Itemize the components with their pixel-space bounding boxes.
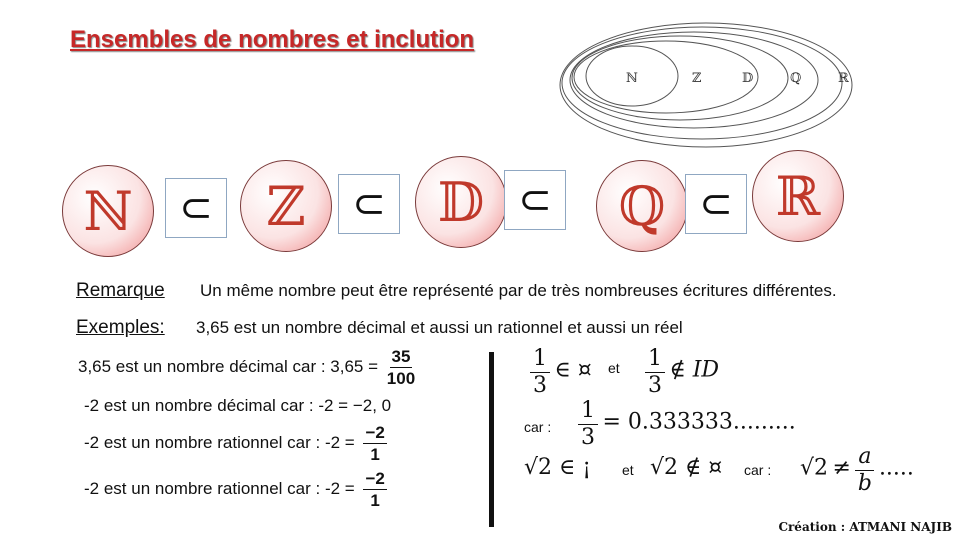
- venn-label-z: ℤ: [692, 71, 702, 86]
- subset-symbol: ⊂: [179, 185, 213, 231]
- set-r-symbol: ℝ: [775, 164, 821, 228]
- example-line-text: -2 est un nombre rationnel car : -2 =: [84, 432, 355, 452]
- fraction: [363, 470, 386, 509]
- credit-text: Création : ATMANI NAJIB: [778, 520, 952, 534]
- venn-label-q: ℚ: [790, 71, 802, 86]
- set-q-symbol: ℚ: [618, 174, 666, 238]
- fraction-numerator: −2: [365, 423, 385, 442]
- in-r-symbol: ∈ ¡: [559, 455, 592, 480]
- subset-box: [685, 174, 747, 234]
- sets-venn-diagram: [556, 20, 856, 150]
- in-q-symbol: ∈ ¤: [554, 357, 592, 383]
- fraction-numerator: −2: [365, 469, 385, 488]
- fraction-denominator: 3: [648, 373, 662, 398]
- fraction-numerator: 1: [645, 348, 665, 373]
- sqrt2: √2: [800, 455, 829, 481]
- examples-label: Exemples:: [76, 317, 165, 338]
- set-z-circle: [240, 160, 332, 252]
- subset-symbol: ⊂: [352, 181, 386, 227]
- set-n-circle: [62, 165, 154, 257]
- fraction-denominator: 1: [370, 445, 380, 464]
- fraction-numerator: 1: [530, 348, 550, 373]
- example-line-text: -2 est un nombre rationnel car : -2 =: [84, 478, 355, 498]
- ellipsis: .....: [878, 455, 914, 481]
- page-title: Ensembles de nombres et inclution: [70, 26, 475, 53]
- car-text: car :: [524, 419, 552, 435]
- set-d-symbol: 𝔻: [437, 170, 485, 234]
- set-z-symbol: ℤ: [266, 174, 306, 238]
- neq-symbol: ≠: [832, 455, 851, 481]
- subset-symbol: ⊂: [699, 181, 733, 227]
- subset-box: [338, 174, 400, 234]
- example-line: [84, 396, 391, 416]
- set-d-circle: [415, 156, 507, 248]
- examples-text: 3,65 est un nombre décimal et aussi un rationnel et aussi un réel: [196, 318, 683, 337]
- set-r-circle: [752, 150, 844, 242]
- remark-label: Remarque: [76, 280, 165, 301]
- fraction-denominator: 1: [370, 491, 380, 510]
- one-third-in-q: [530, 348, 592, 397]
- remark-text: Un même nombre peut être représenté par de très nombreuses écritures différentes.: [200, 281, 837, 300]
- fraction-numerator: 1: [578, 400, 598, 425]
- venn-label-d: 𝔻: [742, 71, 754, 86]
- set-q-circle: [596, 160, 688, 252]
- example-line: [78, 348, 415, 387]
- sqrt2: √2: [650, 455, 679, 480]
- sqrt2-notin-q: [650, 455, 722, 480]
- fraction: [387, 348, 415, 387]
- subset-box: [165, 178, 227, 238]
- one-third-notin-d: [645, 348, 719, 397]
- fraction: [363, 424, 386, 463]
- et-text: et: [608, 360, 620, 376]
- fraction: [645, 348, 665, 397]
- example-line: [84, 470, 387, 509]
- et-text: et: [622, 462, 634, 478]
- decimal-expansion: = 0.333333.........: [602, 409, 796, 435]
- venn-label-r: ℝ: [838, 71, 849, 86]
- subset-symbol: ⊂: [518, 177, 552, 223]
- example-line-text: 3,65 est un nombre décimal car : 3,65 =: [78, 356, 379, 376]
- fraction-numerator: a: [855, 446, 874, 471]
- set-n-symbol: ℕ: [83, 179, 133, 243]
- example-line: [84, 424, 387, 463]
- sqrt2: √2: [524, 455, 553, 480]
- fraction-denominator: 3: [581, 425, 595, 450]
- notin-d-symbol: ∉ ID: [669, 357, 720, 383]
- fraction: [530, 348, 550, 397]
- car-text: car :: [744, 462, 772, 478]
- vertical-divider: [489, 352, 494, 527]
- fraction-denominator: 3: [533, 373, 547, 398]
- venn-label-n: ℕ: [626, 71, 638, 86]
- fraction-denominator: b: [857, 471, 872, 496]
- sqrt2-in-r: [524, 455, 591, 480]
- fraction: [855, 446, 874, 495]
- example-line-text: -2 est un nombre décimal car : -2 = −2, 0: [84, 396, 392, 415]
- subset-box: [504, 170, 566, 230]
- fraction-numerator: 35: [391, 347, 411, 366]
- fraction: [578, 400, 598, 449]
- fraction-denominator: 100: [386, 369, 416, 388]
- sqrt2-neq-ab: [800, 446, 914, 495]
- notin-q-symbol: ∉ ¤: [685, 455, 723, 480]
- one-third-decimal: [578, 400, 796, 449]
